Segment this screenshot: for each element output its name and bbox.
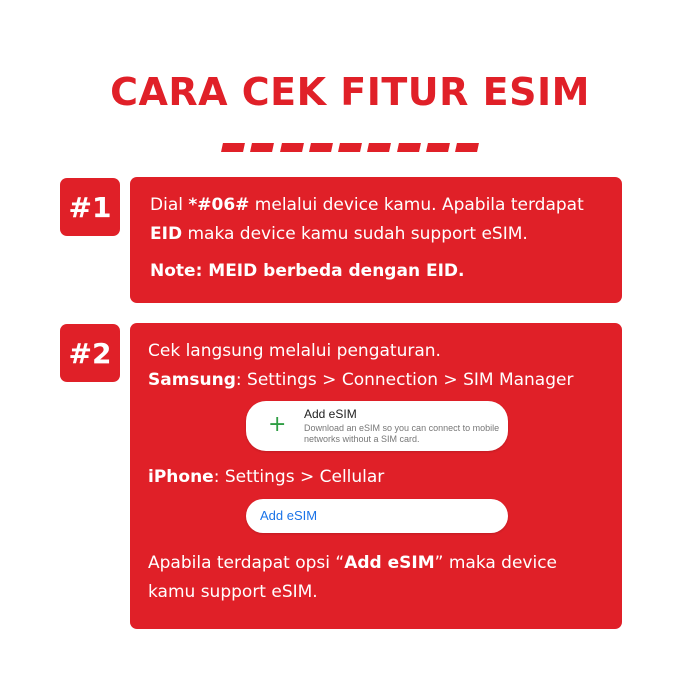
iphone-label: iPhone [148, 467, 214, 487]
step-1-card [130, 177, 622, 303]
dial-code: *#06# [188, 195, 250, 215]
dash [338, 143, 362, 152]
step-1-line-2 [150, 220, 606, 249]
page-title: CARA CEK FITUR ESIM [110, 70, 590, 114]
step-1-note: Note: MEID berbeda dengan EID. [150, 261, 465, 281]
dash [397, 143, 421, 152]
conclusion-text: ” maka device kamu support eSIM. [148, 553, 558, 602]
dash [367, 143, 391, 152]
eid-label: EID [150, 224, 183, 244]
add-esim-label: Add eSIM [344, 553, 435, 573]
samsung-path [148, 366, 573, 395]
dash [250, 143, 274, 152]
iphone-path-text: : Settings > Cellular [213, 467, 385, 487]
conclusion-text: Apabila terdapat opsi “ [148, 553, 345, 573]
step-2-conclusion [148, 549, 608, 607]
dash [455, 143, 479, 152]
samsung-mock-description: Download an eSIM so you can connect to mobile networks without a SIM card. [304, 423, 500, 444]
iphone-path [148, 463, 384, 492]
samsung-mock-title: Add eSIM [304, 407, 357, 421]
samsung-path-text: : Settings > Connection > SIM Manager [235, 370, 574, 390]
step-1-badge: #1 [60, 178, 120, 236]
step-1-line-1 [150, 191, 606, 220]
step-2-intro: Cek langsung melalui pengaturan. [148, 341, 441, 361]
samsung-add-esim-mock [246, 401, 508, 451]
step-1-text: maka device kamu sudah support eSIM. [182, 224, 528, 244]
dash [426, 143, 450, 152]
dash [309, 143, 333, 152]
step-1-text: melalui device kamu. Apabila terdapat [249, 195, 584, 215]
step-2-badge: #2 [60, 324, 120, 382]
samsung-label: Samsung [148, 370, 236, 390]
dashed-divider [222, 142, 478, 152]
iphone-add-esim-mock [246, 499, 508, 533]
step-1-text: Dial [150, 195, 189, 215]
dash [221, 143, 245, 152]
iphone-mock-link: Add eSIM [260, 508, 318, 523]
dash [280, 143, 304, 152]
step-2-card [130, 323, 622, 629]
plus-icon: + [268, 412, 287, 437]
